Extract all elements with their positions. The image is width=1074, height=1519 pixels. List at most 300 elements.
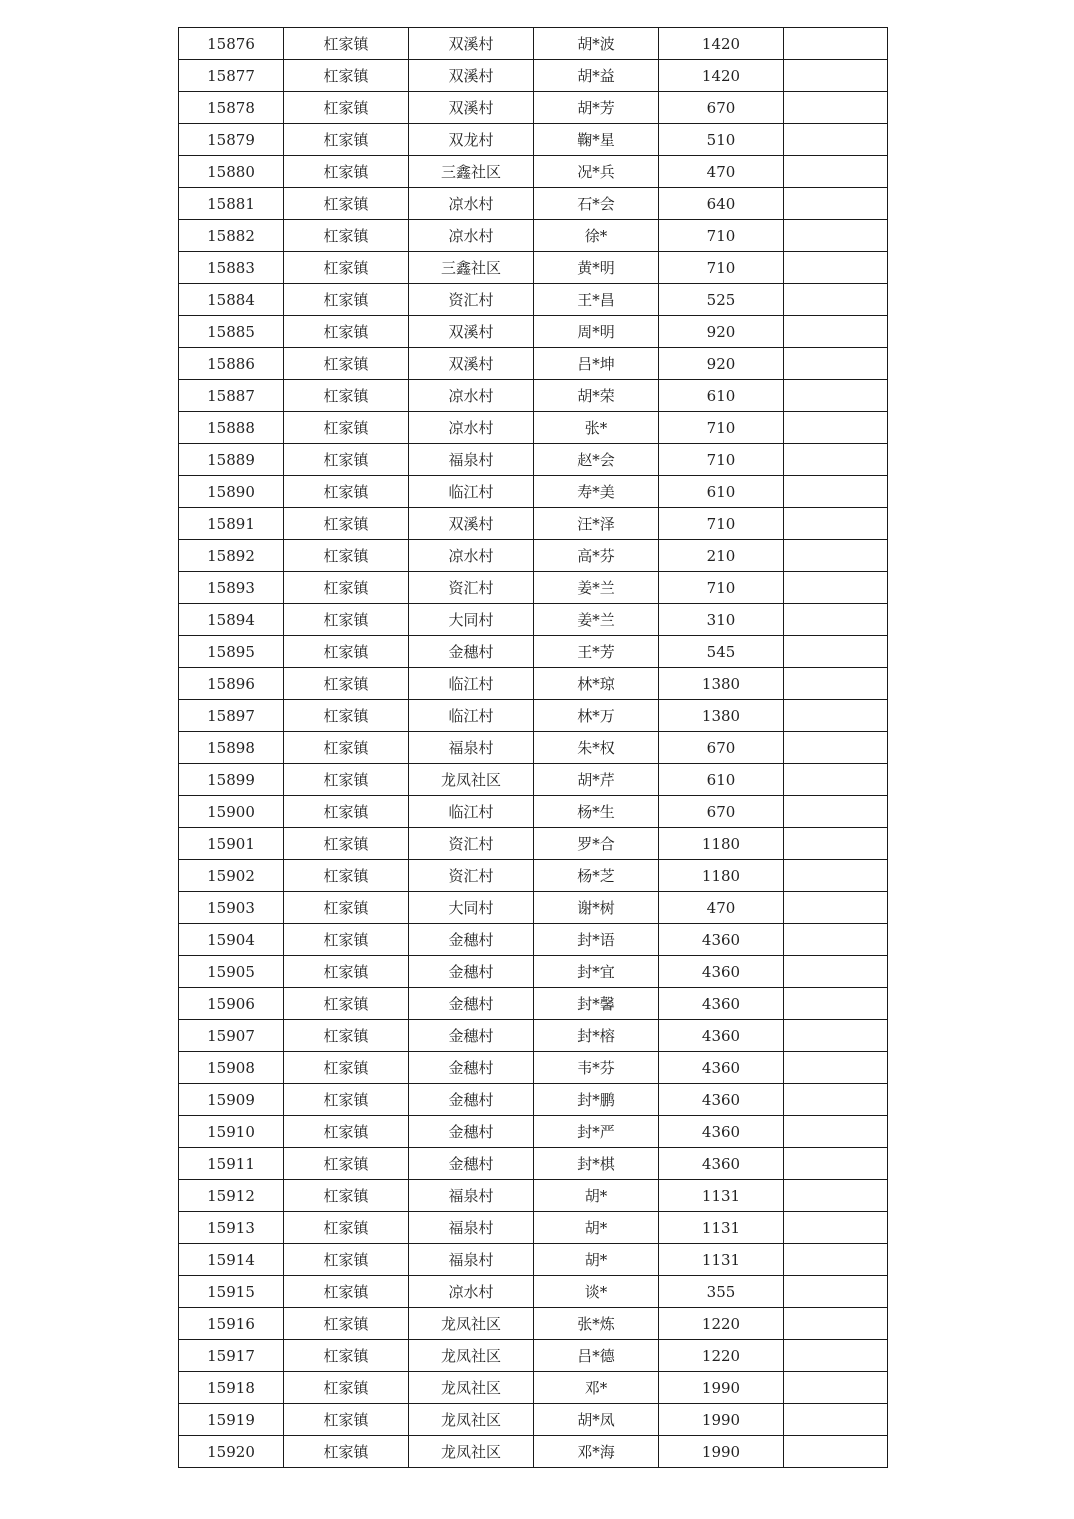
serial-number-cell: 15918	[179, 1372, 284, 1404]
table-row	[179, 1116, 888, 1148]
remark-cell	[784, 316, 888, 348]
table-row	[179, 1308, 888, 1340]
village-cell: 金穗村	[409, 1116, 534, 1148]
amount-cell: 1990	[659, 1436, 784, 1468]
village-cell: 三鑫社区	[409, 252, 534, 284]
table-row	[179, 1212, 888, 1244]
town-cell: 杠家镇	[284, 988, 409, 1020]
town-cell: 杠家镇	[284, 476, 409, 508]
name-cell: 高*芬	[534, 540, 659, 572]
village-cell: 金穗村	[409, 924, 534, 956]
remark-cell	[784, 1244, 888, 1276]
town-cell: 杠家镇	[284, 1020, 409, 1052]
name-cell: 胡*	[534, 1212, 659, 1244]
name-cell: 林*万	[534, 700, 659, 732]
serial-number-cell: 15914	[179, 1244, 284, 1276]
amount-cell: 1380	[659, 668, 784, 700]
amount-cell: 670	[659, 732, 784, 764]
table-row	[179, 1148, 888, 1180]
remark-cell	[784, 476, 888, 508]
village-cell: 福泉村	[409, 732, 534, 764]
data-table	[178, 27, 888, 1468]
remark-cell	[784, 988, 888, 1020]
serial-number-cell: 15900	[179, 796, 284, 828]
town-cell: 杠家镇	[284, 412, 409, 444]
amount-cell: 1420	[659, 60, 784, 92]
town-cell: 杠家镇	[284, 220, 409, 252]
table-row	[179, 188, 888, 220]
remark-cell	[784, 412, 888, 444]
remark-cell	[784, 956, 888, 988]
table-row	[179, 572, 888, 604]
table-row	[179, 636, 888, 668]
name-cell: 鞠*星	[534, 124, 659, 156]
town-cell: 杠家镇	[284, 1276, 409, 1308]
serial-number-cell: 15892	[179, 540, 284, 572]
town-cell: 杠家镇	[284, 892, 409, 924]
village-cell: 大同村	[409, 892, 534, 924]
amount-cell: 710	[659, 572, 784, 604]
remark-cell	[784, 1340, 888, 1372]
remark-cell	[784, 860, 888, 892]
village-cell: 双溪村	[409, 508, 534, 540]
town-cell: 杠家镇	[284, 1212, 409, 1244]
serial-number-cell: 15895	[179, 636, 284, 668]
table-body	[179, 28, 888, 1468]
serial-number-cell: 15920	[179, 1436, 284, 1468]
remark-cell	[784, 892, 888, 924]
amount-cell: 920	[659, 316, 784, 348]
town-cell: 杠家镇	[284, 124, 409, 156]
amount-cell: 525	[659, 284, 784, 316]
name-cell: 杨*生	[534, 796, 659, 828]
amount-cell: 920	[659, 348, 784, 380]
remark-cell	[784, 828, 888, 860]
serial-number-cell: 15888	[179, 412, 284, 444]
table-row	[179, 348, 888, 380]
table-row	[179, 828, 888, 860]
name-cell: 吕*坤	[534, 348, 659, 380]
remark-cell	[784, 604, 888, 636]
serial-number-cell: 15876	[179, 28, 284, 60]
serial-number-cell: 15905	[179, 956, 284, 988]
village-cell: 凉水村	[409, 380, 534, 412]
table-row	[179, 1404, 888, 1436]
village-cell: 金穗村	[409, 636, 534, 668]
remark-cell	[784, 28, 888, 60]
village-cell: 福泉村	[409, 1244, 534, 1276]
serial-number-cell: 15877	[179, 60, 284, 92]
remark-cell	[784, 156, 888, 188]
village-cell: 双溪村	[409, 28, 534, 60]
amount-cell: 710	[659, 508, 784, 540]
name-cell: 胡*荣	[534, 380, 659, 412]
table-row	[179, 796, 888, 828]
amount-cell: 610	[659, 380, 784, 412]
remark-cell	[784, 1308, 888, 1340]
name-cell: 王*昌	[534, 284, 659, 316]
town-cell: 杠家镇	[284, 1052, 409, 1084]
remark-cell	[784, 252, 888, 284]
village-cell: 福泉村	[409, 444, 534, 476]
table-row	[179, 316, 888, 348]
name-cell: 胡*凤	[534, 1404, 659, 1436]
amount-cell: 1420	[659, 28, 784, 60]
table-row	[179, 444, 888, 476]
name-cell: 石*会	[534, 188, 659, 220]
table-row	[179, 284, 888, 316]
table-row	[179, 508, 888, 540]
amount-cell: 4360	[659, 988, 784, 1020]
amount-cell: 545	[659, 636, 784, 668]
village-cell: 资汇村	[409, 828, 534, 860]
town-cell: 杠家镇	[284, 860, 409, 892]
remark-cell	[784, 668, 888, 700]
amount-cell: 1990	[659, 1372, 784, 1404]
table-row	[179, 764, 888, 796]
village-cell: 凉水村	[409, 1276, 534, 1308]
town-cell: 杠家镇	[284, 1116, 409, 1148]
table-row	[179, 156, 888, 188]
town-cell: 杠家镇	[284, 284, 409, 316]
village-cell: 凉水村	[409, 412, 534, 444]
amount-cell: 4360	[659, 1148, 784, 1180]
town-cell: 杠家镇	[284, 316, 409, 348]
town-cell: 杠家镇	[284, 188, 409, 220]
name-cell: 封*严	[534, 1116, 659, 1148]
table-row	[179, 1244, 888, 1276]
village-cell: 龙凤社区	[409, 1372, 534, 1404]
serial-number-cell: 15911	[179, 1148, 284, 1180]
serial-number-cell: 15901	[179, 828, 284, 860]
village-cell: 福泉村	[409, 1212, 534, 1244]
table-row	[179, 700, 888, 732]
remark-cell	[784, 92, 888, 124]
amount-cell: 1990	[659, 1404, 784, 1436]
table-row	[179, 1340, 888, 1372]
town-cell: 杠家镇	[284, 796, 409, 828]
amount-cell: 710	[659, 252, 784, 284]
village-cell: 金穗村	[409, 1148, 534, 1180]
name-cell: 黄*明	[534, 252, 659, 284]
amount-cell: 670	[659, 796, 784, 828]
town-cell: 杠家镇	[284, 700, 409, 732]
amount-cell: 510	[659, 124, 784, 156]
serial-number-cell: 15916	[179, 1308, 284, 1340]
serial-number-cell: 15915	[179, 1276, 284, 1308]
amount-cell: 4360	[659, 924, 784, 956]
village-cell: 临江村	[409, 700, 534, 732]
remark-cell	[784, 924, 888, 956]
name-cell: 张*	[534, 412, 659, 444]
remark-cell	[784, 284, 888, 316]
name-cell: 吕*德	[534, 1340, 659, 1372]
serial-number-cell: 15889	[179, 444, 284, 476]
remark-cell	[784, 220, 888, 252]
name-cell: 姜*兰	[534, 572, 659, 604]
village-cell: 龙凤社区	[409, 1340, 534, 1372]
town-cell: 杠家镇	[284, 92, 409, 124]
town-cell: 杠家镇	[284, 380, 409, 412]
serial-number-cell: 15891	[179, 508, 284, 540]
amount-cell: 610	[659, 476, 784, 508]
name-cell: 胡*芳	[534, 92, 659, 124]
remark-cell	[784, 1372, 888, 1404]
name-cell: 况*兵	[534, 156, 659, 188]
village-cell: 福泉村	[409, 1180, 534, 1212]
name-cell: 罗*合	[534, 828, 659, 860]
name-cell: 胡*益	[534, 60, 659, 92]
table-row	[179, 1436, 888, 1468]
town-cell: 杠家镇	[284, 1244, 409, 1276]
name-cell: 林*琼	[534, 668, 659, 700]
name-cell: 封*鹏	[534, 1084, 659, 1116]
serial-number-cell: 15883	[179, 252, 284, 284]
name-cell: 封*语	[534, 924, 659, 956]
name-cell: 胡*芹	[534, 764, 659, 796]
table-row	[179, 124, 888, 156]
town-cell: 杠家镇	[284, 508, 409, 540]
amount-cell: 640	[659, 188, 784, 220]
remark-cell	[784, 1084, 888, 1116]
table-row	[179, 732, 888, 764]
amount-cell: 1180	[659, 860, 784, 892]
table-row	[179, 220, 888, 252]
remark-cell	[784, 1052, 888, 1084]
village-cell: 凉水村	[409, 220, 534, 252]
amount-cell: 4360	[659, 1020, 784, 1052]
table-row	[179, 924, 888, 956]
amount-cell: 470	[659, 156, 784, 188]
village-cell: 资汇村	[409, 860, 534, 892]
remark-cell	[784, 572, 888, 604]
village-cell: 金穗村	[409, 1052, 534, 1084]
serial-number-cell: 15909	[179, 1084, 284, 1116]
table-row	[179, 1180, 888, 1212]
serial-number-cell: 15908	[179, 1052, 284, 1084]
table-row	[179, 1372, 888, 1404]
remark-cell	[784, 1020, 888, 1052]
amount-cell: 1180	[659, 828, 784, 860]
amount-cell: 710	[659, 444, 784, 476]
amount-cell: 4360	[659, 1052, 784, 1084]
remark-cell	[784, 700, 888, 732]
village-cell: 临江村	[409, 668, 534, 700]
village-cell: 凉水村	[409, 540, 534, 572]
village-cell: 临江村	[409, 476, 534, 508]
serial-number-cell: 15894	[179, 604, 284, 636]
village-cell: 临江村	[409, 796, 534, 828]
town-cell: 杠家镇	[284, 636, 409, 668]
village-cell: 资汇村	[409, 284, 534, 316]
serial-number-cell: 15913	[179, 1212, 284, 1244]
serial-number-cell: 15904	[179, 924, 284, 956]
serial-number-cell: 15907	[179, 1020, 284, 1052]
table-row	[179, 60, 888, 92]
name-cell: 王*芳	[534, 636, 659, 668]
amount-cell: 1131	[659, 1212, 784, 1244]
amount-cell: 1131	[659, 1244, 784, 1276]
amount-cell: 1220	[659, 1340, 784, 1372]
village-cell: 金穗村	[409, 956, 534, 988]
town-cell: 杠家镇	[284, 444, 409, 476]
serial-number-cell: 15878	[179, 92, 284, 124]
table-row	[179, 956, 888, 988]
town-cell: 杠家镇	[284, 956, 409, 988]
town-cell: 杠家镇	[284, 348, 409, 380]
name-cell: 赵*会	[534, 444, 659, 476]
name-cell: 封*棋	[534, 1148, 659, 1180]
amount-cell: 470	[659, 892, 784, 924]
name-cell: 邓*	[534, 1372, 659, 1404]
remark-cell	[784, 60, 888, 92]
remark-cell	[784, 1212, 888, 1244]
serial-number-cell: 15885	[179, 316, 284, 348]
village-cell: 双溪村	[409, 92, 534, 124]
name-cell: 姜*兰	[534, 604, 659, 636]
village-cell: 龙凤社区	[409, 764, 534, 796]
village-cell: 龙凤社区	[409, 1404, 534, 1436]
town-cell: 杠家镇	[284, 604, 409, 636]
amount-cell: 1131	[659, 1180, 784, 1212]
amount-cell: 1380	[659, 700, 784, 732]
village-cell: 大同村	[409, 604, 534, 636]
serial-number-cell: 15886	[179, 348, 284, 380]
remark-cell	[784, 540, 888, 572]
remark-cell	[784, 188, 888, 220]
table-row	[179, 892, 888, 924]
table-row	[179, 28, 888, 60]
town-cell: 杠家镇	[284, 1404, 409, 1436]
town-cell: 杠家镇	[284, 1340, 409, 1372]
name-cell: 徐*	[534, 220, 659, 252]
table-row	[179, 476, 888, 508]
remark-cell	[784, 444, 888, 476]
remark-cell	[784, 1276, 888, 1308]
serial-number-cell: 15903	[179, 892, 284, 924]
table-row	[179, 604, 888, 636]
town-cell: 杠家镇	[284, 732, 409, 764]
remark-cell	[784, 1436, 888, 1468]
village-cell: 双溪村	[409, 316, 534, 348]
serial-number-cell: 15897	[179, 700, 284, 732]
table-row	[179, 1084, 888, 1116]
name-cell: 韦*芬	[534, 1052, 659, 1084]
name-cell: 胡*波	[534, 28, 659, 60]
serial-number-cell: 15910	[179, 1116, 284, 1148]
remark-cell	[784, 636, 888, 668]
remark-cell	[784, 764, 888, 796]
table-row	[179, 1020, 888, 1052]
amount-cell: 1220	[659, 1308, 784, 1340]
name-cell: 朱*权	[534, 732, 659, 764]
village-cell: 龙凤社区	[409, 1436, 534, 1468]
serial-number-cell: 15879	[179, 124, 284, 156]
town-cell: 杠家镇	[284, 28, 409, 60]
amount-cell: 4360	[659, 1116, 784, 1148]
serial-number-cell: 15917	[179, 1340, 284, 1372]
town-cell: 杠家镇	[284, 1436, 409, 1468]
name-cell: 谢*树	[534, 892, 659, 924]
amount-cell: 670	[659, 92, 784, 124]
table-row	[179, 252, 888, 284]
name-cell: 张*炼	[534, 1308, 659, 1340]
village-cell: 金穗村	[409, 988, 534, 1020]
serial-number-cell: 15880	[179, 156, 284, 188]
town-cell: 杠家镇	[284, 764, 409, 796]
serial-number-cell: 15902	[179, 860, 284, 892]
table-row	[179, 412, 888, 444]
village-cell: 金穗村	[409, 1020, 534, 1052]
village-cell: 双龙村	[409, 124, 534, 156]
remark-cell	[784, 1180, 888, 1212]
table-row	[179, 92, 888, 124]
table-row	[179, 540, 888, 572]
amount-cell: 355	[659, 1276, 784, 1308]
serial-number-cell: 15906	[179, 988, 284, 1020]
amount-cell: 710	[659, 412, 784, 444]
name-cell: 谈*	[534, 1276, 659, 1308]
serial-number-cell: 15899	[179, 764, 284, 796]
name-cell: 杨*芝	[534, 860, 659, 892]
amount-cell: 710	[659, 220, 784, 252]
table-row	[179, 668, 888, 700]
amount-cell: 4360	[659, 1084, 784, 1116]
name-cell: 寿*美	[534, 476, 659, 508]
village-cell: 双溪村	[409, 348, 534, 380]
serial-number-cell: 15887	[179, 380, 284, 412]
town-cell: 杠家镇	[284, 668, 409, 700]
serial-number-cell: 15881	[179, 188, 284, 220]
remark-cell	[784, 1116, 888, 1148]
town-cell: 杠家镇	[284, 1148, 409, 1180]
name-cell: 邓*海	[534, 1436, 659, 1468]
name-cell: 胡*	[534, 1180, 659, 1212]
village-cell: 双溪村	[409, 60, 534, 92]
town-cell: 杠家镇	[284, 572, 409, 604]
name-cell: 周*明	[534, 316, 659, 348]
town-cell: 杠家镇	[284, 924, 409, 956]
name-cell: 封*馨	[534, 988, 659, 1020]
serial-number-cell: 15882	[179, 220, 284, 252]
amount-cell: 310	[659, 604, 784, 636]
serial-number-cell: 15890	[179, 476, 284, 508]
serial-number-cell: 15896	[179, 668, 284, 700]
table-row	[179, 1052, 888, 1084]
name-cell: 胡*	[534, 1244, 659, 1276]
serial-number-cell: 15898	[179, 732, 284, 764]
remark-cell	[784, 1404, 888, 1436]
village-cell: 资汇村	[409, 572, 534, 604]
town-cell: 杠家镇	[284, 156, 409, 188]
remark-cell	[784, 348, 888, 380]
table-row	[179, 380, 888, 412]
table-row	[179, 988, 888, 1020]
town-cell: 杠家镇	[284, 540, 409, 572]
name-cell: 封*榕	[534, 1020, 659, 1052]
remark-cell	[784, 380, 888, 412]
remark-cell	[784, 1148, 888, 1180]
village-cell: 三鑫社区	[409, 156, 534, 188]
table-row	[179, 1276, 888, 1308]
table-row	[179, 860, 888, 892]
village-cell: 凉水村	[409, 188, 534, 220]
town-cell: 杠家镇	[284, 1180, 409, 1212]
remark-cell	[784, 124, 888, 156]
amount-cell: 610	[659, 764, 784, 796]
village-cell: 龙凤社区	[409, 1308, 534, 1340]
town-cell: 杠家镇	[284, 1084, 409, 1116]
